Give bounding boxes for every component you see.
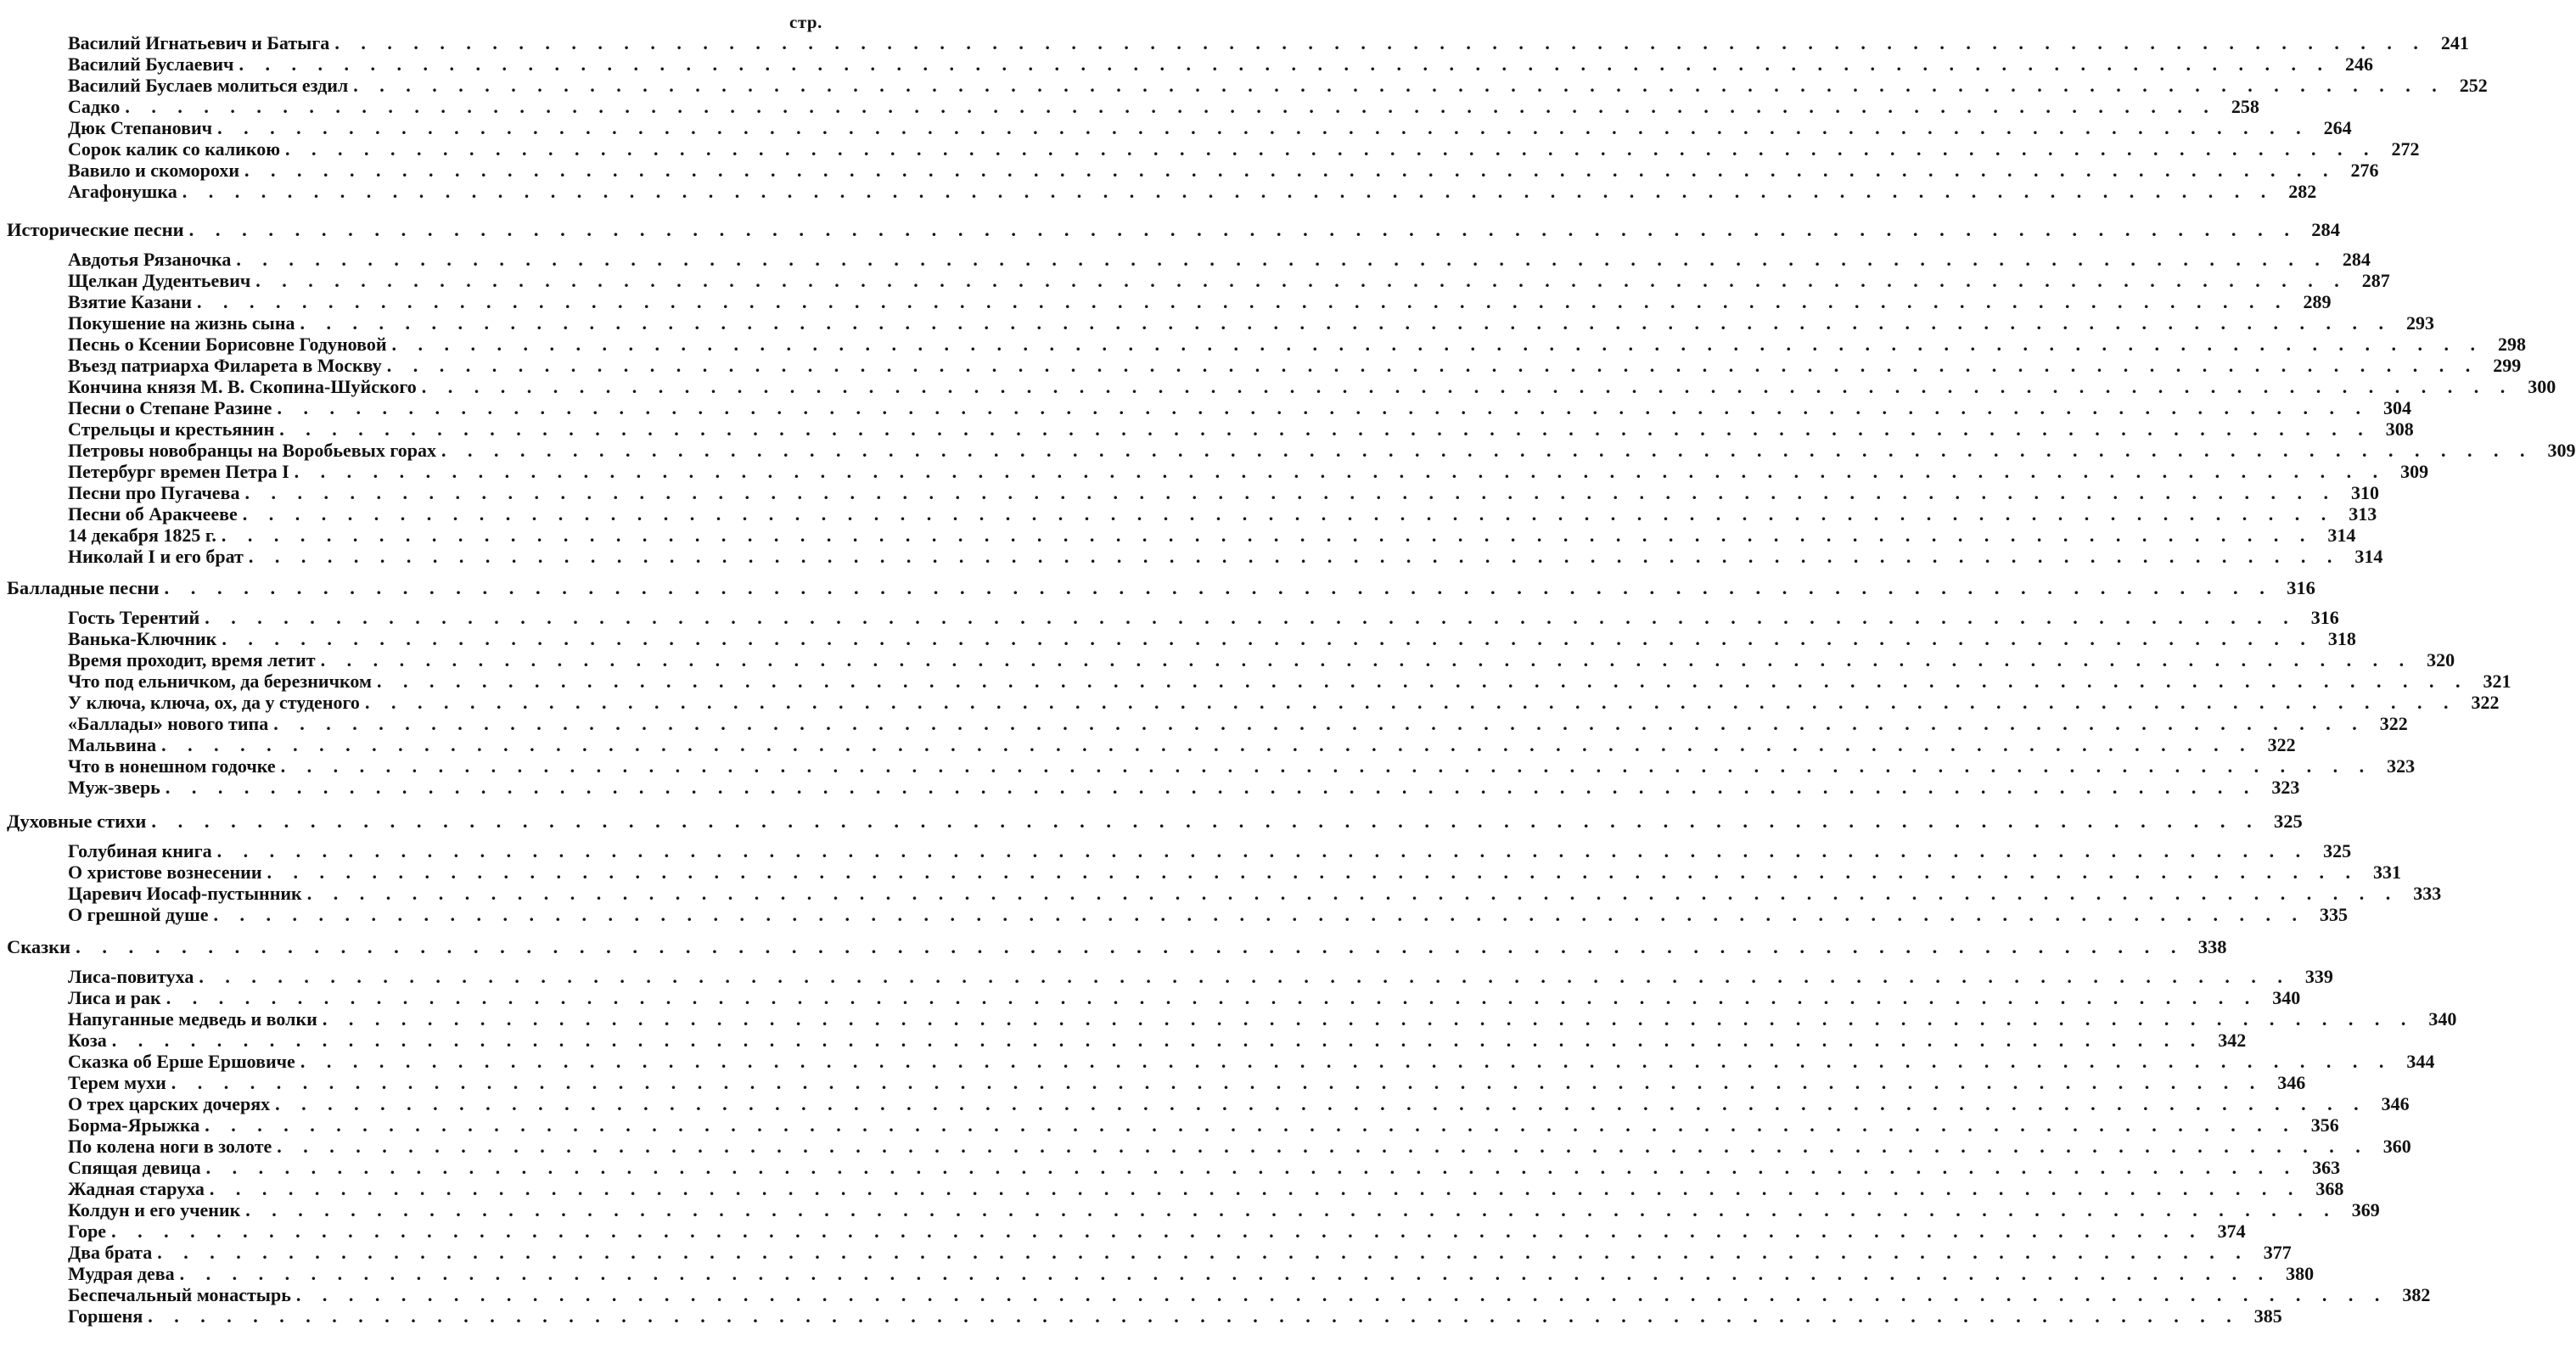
toc-entry-page-number: 298	[2498, 334, 2527, 355]
dot-leader: . . . . . . . . . . . . . . . . . . . . . . . . . . . . . . . . . . . . . . . . . . . . . . . . . . . . . . . . . . . . . . . . . . . . . . . . . . . . . . . .	[353, 75, 2445, 96]
toc-entry	[68, 692, 2500, 713]
toc-entry-title: Исторические песни	[7, 219, 184, 240]
dot-leader: . . . . . . . . . . . . . . . . . . . . . . . . . . . . . . . . . . . . . . . . . . . . . . . . . . . . . . . . . . . . . . . . . . . . . . . . . . . . . . . .	[199, 966, 2291, 987]
toc-entry-page-number: 322	[2267, 734, 2296, 755]
toc-entry-page-number: 313	[2349, 503, 2377, 525]
toc-entry-page-number: 325	[2323, 840, 2352, 861]
toc-entry-title: Царевич Иосаф-пустынник	[68, 883, 302, 904]
toc-entry	[68, 482, 2379, 503]
toc-entry	[68, 671, 2511, 692]
dot-leader: . . . . . . . . . . . . . . . . . . . . . . . . . . . . . . . . . . . . . . . . . . . . . . . . . . . . . . . . . . . . . . . . . . . . . . . . . . . . . . . .	[164, 577, 2273, 598]
toc-entry-title: Кончина князя М. В. Скопина-Шуйского	[68, 376, 417, 397]
toc-entry-page-number: 310	[2350, 482, 2379, 503]
toc-entry-title: Сказки	[7, 936, 71, 957]
toc-entry	[68, 461, 2429, 482]
dot-leader: . . . . . . . . . . . . . . . . . . . . . . . . . . . . . . . . . . . . . . . . . . . . . . . . . . . . . . . . . . . . . . . . . . . . . . . . . . . . . . . .	[242, 503, 2335, 525]
toc-entry-page-number: 314	[2327, 525, 2356, 546]
toc-entry-title: О трех царских дочерях	[68, 1093, 271, 1114]
toc-entry-title: Ванька-Ключник	[68, 628, 217, 649]
dot-leader: . . . . . . . . . . . . . . . . . . . . . . . . . . . . . . . . . . . . . . . . . . . . . . . . . . . . . . . . . . . . . . . . . . . . . . . . . . . . . . . .	[322, 1008, 2415, 1030]
toc-entry-page-number: 309	[2400, 461, 2429, 482]
toc-entry-page-number: 316	[2310, 607, 2339, 628]
toc-entry-title: Мальвина	[68, 734, 157, 755]
toc-entry	[68, 1093, 2410, 1114]
toc-entry	[68, 607, 2339, 628]
toc-entry	[68, 418, 2414, 440]
toc-entry-title: Песнь о Ксении Борисовне Годуновой	[68, 334, 387, 355]
toc-entry-page-number: 293	[2406, 312, 2435, 334]
toc-entry-page-number: 316	[2287, 577, 2315, 598]
toc-section-heading	[7, 219, 2340, 240]
toc-entry-page-number: 340	[2272, 987, 2301, 1008]
dot-leader: . . . . . . . . . . . . . . . . . . . . . . . . . . . . . . . . . . . . . . . . . . . . . . . . . . . . . . . . . . . . . . . . . . . . . . . . . . . . . . . .	[391, 334, 2484, 355]
toc-entry	[68, 376, 2556, 397]
toc-entry	[68, 181, 2317, 202]
toc-entry	[68, 1051, 2435, 1072]
toc-entry-page-number: 369	[2351, 1199, 2380, 1221]
toc-entry-page-number: 374	[2217, 1221, 2246, 1242]
toc-entry	[68, 1263, 2315, 1284]
toc-entry-title: Покушение на жизнь сына	[68, 312, 295, 334]
toc-entry	[68, 987, 2301, 1008]
toc-entry-page-number: 363	[2312, 1157, 2341, 1178]
toc-entry-page-number: 320	[2427, 649, 2455, 671]
toc-entry-page-number: 258	[2231, 96, 2259, 117]
toc-entry-page-number: 318	[2327, 628, 2356, 649]
toc-entry-page-number: 322	[2379, 713, 2408, 734]
toc-entry-page-number: 377	[2263, 1242, 2292, 1263]
dot-leader: . . . . . . . . . . . . . . . . . . . . . . . . . . . . . . . . . . . . . . . . . . . . . . . . . . . . . . . . . . . . . . . . . . . . . . . . . . . . . . . .	[205, 607, 2297, 628]
toc-entry-page-number: 360	[2382, 1136, 2411, 1157]
dot-leader: . . . . . . . . . . . . . . . . . . . . . . . . . . . . . . . . . . . . . . . . . . . . . . . . . . . . . . . . . . . . . . . . . . . . . . . . . . . . . . . .	[76, 936, 2185, 957]
toc-entry-title: Голубиная книга	[68, 840, 212, 861]
toc-entry	[68, 53, 2373, 75]
toc-entry-page-number: 335	[2320, 904, 2348, 925]
dot-leader: . . . . . . . . . . . . . . . . . . . . . . . . . . . . . . . . . . . . . . . . . . . . . . . . . . . . . . . . . . . . . . . . . . . . . . . . . . . . . . . .	[239, 53, 2331, 75]
toc-entry-page-number: 344	[2406, 1051, 2435, 1072]
toc-entry-title: Беспечальный монастырь	[68, 1284, 291, 1305]
toc-entry-page-number: 264	[2323, 117, 2352, 138]
toc-entry-page-number: 276	[2350, 160, 2379, 181]
toc-entry-page-number: 309	[2547, 440, 2576, 461]
toc-entry-title: Садко	[68, 96, 121, 117]
toc-entry-title: Мудрая дева	[68, 1263, 175, 1284]
toc-entry-title: Лиса-повитуха	[68, 966, 194, 987]
dot-leader: . . . . . . . . . . . . . . . . . . . . . . . . . . . . . . . . . . . . . . . . . . . . . . . . . . . . . . . . . . . . . . . . . . . . . . . . . . . . . . . .	[111, 1030, 2204, 1051]
toc-entry	[68, 713, 2408, 734]
toc-entry	[68, 503, 2377, 525]
toc-entry-title: Два брата	[68, 1242, 153, 1263]
dot-leader: . . . . . . . . . . . . . . . . . . . . . . . . . . . . . . . . . . . . . . . . . . . . . . . . . . . . . . . . . . . . . . . . . . . . . . . . . . . . . . . .	[236, 249, 2328, 270]
toc-entry-title: О христове вознесении	[68, 861, 262, 883]
dot-leader: . . . . . . . . . . . . . . . . . . . . . . . . . . . . . . . . . . . . . . . . . . . . . . . . . . . . . . . . . . . . . . . . . . . . . . . . . . . . . . . .	[334, 32, 2427, 53]
toc-entry-page-number: 323	[2271, 777, 2300, 798]
toc-entry-page-number: 342	[2218, 1030, 2247, 1051]
toc-entry	[68, 840, 2352, 861]
toc-entry	[68, 966, 2333, 987]
dot-leader: . . . . . . . . . . . . . . . . . . . . . . . . . . . . . . . . . . . . . . . . . . . . . . . . . . . . . . . . . . . . . . . . . . . . . . . . . . . . . . . .	[171, 1072, 2264, 1093]
toc-entry-title: Жадная старуха	[68, 1178, 205, 1199]
dot-leader: . . . . . . . . . . . . . . . . . . . . . . . . . . . . . . . . . . . . . . . . . . . . . . . . . . . . . . . . . . . . . . . . . . . . . . . . . . . . . . . .	[294, 461, 2387, 482]
toc-entry	[68, 440, 2576, 461]
toc-entry-page-number: 346	[2277, 1072, 2306, 1093]
toc-entry-title: Песни об Аракчееве	[68, 503, 238, 525]
toc-entry-title: Въезд патриарха Филарета в Москву	[68, 355, 382, 376]
toc-entry	[68, 312, 2435, 334]
toc-entry	[68, 649, 2455, 671]
toc-entry-title: Что под ельничком, да березничком	[68, 671, 372, 692]
dot-leader: . . . . . . . . . . . . . . . . . . . . . . . . . . . . . . . . . . . . . . . . . . . . . . . . . . . . . . . . . . . . . . . . . . . . . . . . . . . . . . . .	[205, 1114, 2297, 1136]
toc-entry-page-number: 333	[2413, 883, 2442, 904]
toc-entry-page-number: 252	[2459, 75, 2488, 96]
toc-entry-page-number: 304	[2382, 397, 2411, 418]
toc-entry	[68, 397, 2411, 418]
toc-entry-title: У ключа, ключа, ох, да у студеного	[68, 692, 360, 713]
toc-entry-page-number: 299	[2493, 355, 2522, 376]
toc-entry	[68, 75, 2488, 96]
dot-leader: . . . . . . . . . . . . . . . . . . . . . . . . . . . . . . . . . . . . . . . . . . . . . . . . . . . . . . . . . . . . . . . . . . . . . . . . . . . . . . . .	[245, 1199, 2337, 1221]
toc-entry-title: Лиса и рак	[68, 987, 161, 1008]
toc-entry-title: Муж-зверь	[68, 777, 160, 798]
dot-leader: . . . . . . . . . . . . . . . . . . . . . . . . . . . . . . . . . . . . . . . . . . . . . . . . . . . . . . . . . . . . . . . . . . . . . . . . . . . . . . . .	[277, 1136, 2369, 1157]
dot-leader: . . . . . . . . . . . . . . . . . . . . . . . . . . . . . . . . . . . . . . . . . . . . . . . . . . . . . . . . . . . . . . . . . . . . . . . . . . . . . . . .	[188, 219, 2298, 240]
toc-entry-page-number: 287	[2361, 270, 2390, 291]
toc-entry	[68, 777, 2300, 798]
toc-entry-page-number: 272	[2391, 138, 2420, 160]
dot-leader: . . . . . . . . . . . . . . . . . . . . . . . . . . . . . . . . . . . . . . . . . . . . . . . . . . . . . . . . . . . . . . . . . . . . . . . . . . . . . . . .	[320, 649, 2413, 671]
toc-entry	[68, 1221, 2246, 1242]
toc-entry-page-number: 331	[2373, 861, 2402, 883]
dot-leader: . . . . . . . . . . . . . . . . . . . . . . . . . . . . . . . . . . . . . . . . . . . . . . . . . . . . . . . . . . . . . . . . . . . . . . . . . . . . . . . .	[248, 546, 2341, 567]
toc-entry-page-number: 356	[2310, 1114, 2339, 1136]
dot-leader: . . . . . . . . . . . . . . . . . . . . . . . . . . . . . . . . . . . . . . . . . . . . . . . . . . . . . . . . . . . . . . . . . . . . . . . . . . . . . . . .	[244, 482, 2337, 503]
toc-entry-page-number: 368	[2315, 1178, 2344, 1199]
toc-entry-page-number: 325	[2273, 811, 2303, 832]
toc-entry-title: Спящая девица	[68, 1157, 201, 1178]
toc-entry	[68, 355, 2522, 376]
toc-entry-title: О грешной душе	[68, 904, 209, 925]
toc-entry	[68, 1199, 2380, 1221]
toc-entry	[68, 525, 2356, 546]
toc-entry	[68, 291, 2332, 312]
toc-entry-title: Агафонушка	[68, 181, 177, 202]
toc-entry-title: «Баллады» нового типа	[68, 713, 269, 734]
toc-entry	[68, 96, 2259, 117]
dot-leader: . . . . . . . . . . . . . . . . . . . . . . . . . . . . . . . . . . . . . . . . . . . . . . . . . . . . . . . . . . . . . . . . . . . . . . . . . . . . . . . .	[441, 440, 2534, 461]
toc-entry-title: Песни про Пугачева	[68, 482, 240, 503]
dot-leader: . . . . . . . . . . . . . . . . . . . . . . . . . . . . . . . . . . . . . . . . . . . . . . . . . . . . . . . . . . . . . . . . . . . . . . . . . . . . . . . .	[197, 291, 2289, 312]
toc-section-heading	[7, 811, 2303, 832]
toc-entry-title: Коза	[68, 1030, 107, 1051]
toc-entry	[68, 32, 2469, 53]
toc-entry-page-number: 289	[2303, 291, 2332, 312]
toc-entry-title: Василий Буслаевич	[68, 53, 234, 75]
toc-entry-page-number: 314	[2354, 546, 2383, 567]
toc-entry-page-number: 340	[2428, 1008, 2457, 1030]
toc-entry-page-number: 382	[2402, 1284, 2431, 1305]
dot-leader: . . . . . . . . . . . . . . . . . . . . . . . . . . . . . . . . . . . . . . . . . . . . . . . . . . . . . . . . . . . . . . . . . . . . . . . . . . . . . . . .	[166, 987, 2259, 1008]
dot-leader: . . . . . . . . . . . . . . . . . . . . . . . . . . . . . . . . . . . . . . . . . . . . . . . . . . . . . . . . . . . . . . . . . . . . . . . . . . . . . . . .	[285, 138, 2377, 160]
toc-entry	[68, 755, 2416, 777]
toc-entry-page-number: 282	[2288, 181, 2317, 202]
toc-entry-title: Николай I и его брат	[68, 546, 244, 567]
toc-entry-title: Взятие Казани	[68, 291, 193, 312]
dot-leader: . . . . . . . . . . . . . . . . . . . . . . . . . . . . . . . . . . . . . . . . . . . . . . . . . . . . . . . . . . . . . . . . . . . . . . . . . . . . . . . .	[279, 418, 2371, 440]
dot-leader: . . . . . . . . . . . . . . . . . . . . . . . . . . . . . . . . . . . . . . . . . . . . . . . . . . . . . . . . . . . . . . . . . . . . . . . . . . . . . . . .	[222, 628, 2314, 649]
dot-leader: . . . . . . . . . . . . . . . . . . . . . . . . . . . . . . . . . . . . . . . . . . . . . . . . . . . . . . . . . . . . . . . . . . . . . . . . . . . . . . . .	[205, 1157, 2298, 1178]
toc-entry	[68, 334, 2527, 355]
toc-section-heading	[7, 936, 2227, 957]
toc-entry-title: Время проходит, время летит	[68, 649, 316, 671]
toc-entry-title: Стрельцы и крестьянин	[68, 418, 275, 440]
toc-entry-title: Горшеня	[68, 1305, 143, 1327]
dot-leader: . . . . . . . . . . . . . . . . . . . . . . . . . . . . . . . . . . . . . . . . . . . . . . . . . . . . . . . . . . . . . . . . . . . . . . . . . . . . . . . .	[267, 861, 2360, 883]
dot-leader: . . . . . . . . . . . . . . . . . . . . . . . . . . . . . . . . . . . . . . . . . . . . . . . . . . . . . . . . . . . . . . . . . . . . . . . . . . . . . . . .	[295, 1284, 2388, 1305]
toc-entry	[68, 270, 2390, 291]
dot-leader: . . . . . . . . . . . . . . . . . . . . . . . . . . . . . . . . . . . . . . . . . . . . . . . . . . . . . . . . . . . . . . . . . . . . . . . . . . . . . . . .	[300, 1051, 2393, 1072]
toc-entry	[68, 249, 2371, 270]
dot-leader: . . . . . . . . . . . . . . . . . . . . . . . . . . . . . . . . . . . . . . . . . . . . . . . . . . . . . . . . . . . . . . . . . . . . . . . . . . . . . . . .	[386, 355, 2479, 376]
toc-entry-title: Балладные песни	[7, 577, 160, 598]
toc-entry-title: Авдотья Рязаночка	[68, 249, 232, 270]
dot-leader: . . . . . . . . . . . . . . . . . . . . . . . . . . . . . . . . . . . . . . . . . . . . . . . . . . . . . . . . . . . . . . . . . . . . . . . . . . . . . . . .	[125, 96, 2217, 117]
dot-leader: . . . . . . . . . . . . . . . . . . . . . . . . . . . . . . . . . . . . . . . . . . . . . . . . . . . . . . . . . . . . . . . . . . . . . . . . . . . . . . . .	[306, 883, 2399, 904]
dot-leader: . . . . . . . . . . . . . . . . . . . . . . . . . . . . . . . . . . . . . . . . . . . . . . . . . . . . . . . . . . . . . . . . . . . . . . . . . . . . . . . .	[273, 713, 2366, 734]
toc-entry	[68, 861, 2402, 883]
dot-leader: . . . . . . . . . . . . . . . . . . . . . . . . . . . . . . . . . . . . . . . . . . . . . . . . . . . . . . . . . . . . . . . . . . . . . . . . . . . . . . . .	[161, 734, 2253, 755]
dot-leader: . . . . . . . . . . . . . . . . . . . . . . . . . . . . . . . . . . . . . . . . . . . . . . . . . . . . . . . . . . . . . . . . . . . . . . . . . . . . . . . .	[151, 811, 2260, 832]
toc-entry	[68, 1114, 2339, 1136]
toc-entry-page-number: 308	[2385, 418, 2414, 440]
dot-leader: . . . . . . . . . . . . . . . . . . . . . . . . . . . . . . . . . . . . . . . . . . . . . . . . . . . . . . . . . . . . . . . . . . . . . . . . . . . . . . . .	[213, 904, 2305, 925]
toc-entry-title: Что в нонешном годочке	[68, 755, 276, 777]
toc-entry-title: Вавило и скоморохи	[68, 160, 240, 181]
dot-leader: . . . . . . . . . . . . . . . . . . . . . . . . . . . . . . . . . . . . . . . . . . . . . . . . . . . . . . . . . . . . . . . . . . . . . . . . . . . . . . . .	[216, 840, 2309, 861]
toc-section-heading	[7, 577, 2315, 598]
toc-entry-title: Терем мухи	[68, 1072, 166, 1093]
toc-entry-title: Песни о Степане Разине	[68, 397, 272, 418]
dot-leader: . . . . . . . . . . . . . . . . . . . . . . . . . . . . . . . . . . . . . . . . . . . . . . . . . . . . . . . . . . . . . . . . . . . . . . . . . . . . . . . .	[275, 1093, 2367, 1114]
dot-leader: . . . . . . . . . . . . . . . . . . . . . . . . . . . . . . . . . . . . . . . . . . . . . . . . . . . . . . . . . . . . . . . . . . . . . . . . . . . . . . . .	[165, 777, 2258, 798]
toc-entry	[68, 1157, 2341, 1178]
dot-leader: . . . . . . . . . . . . . . . . . . . . . . . . . . . . . . . . . . . . . . . . . . . . . . . . . . . . . . . . . . . . . . . . . . . . . . . . . . . . . . . .	[280, 755, 2373, 777]
dot-leader: . . . . . . . . . . . . . . . . . . . . . . . . . . . . . . . . . . . . . . . . . . . . . . . . . . . . . . . . . . . . . . . . . . . . . . . . . . . . . . . .	[209, 1178, 2302, 1199]
dot-leader: . . . . . . . . . . . . . . . . . . . . . . . . . . . . . . . . . . . . . . . . . . . . . . . . . . . . . . . . . . . . . . . . . . . . . . . . . . . . . . . .	[179, 1263, 2272, 1284]
toc-entry	[68, 734, 2296, 755]
toc-entry	[68, 904, 2348, 925]
dot-leader: . . . . . . . . . . . . . . . . . . . . . . . . . . . . . . . . . . . . . . . . . . . . . . . . . . . . . . . . . . . . . . . . . . . . . . . . . . . . . . . .	[376, 671, 2469, 692]
dot-leader: . . . . . . . . . . . . . . . . . . . . . . . . . . . . . . . . . . . . . . . . . . . . . . . . . . . . . . . . . . . . . . . . . . . . . . . . . . . . . . . .	[244, 160, 2337, 181]
toc-entry	[68, 1072, 2306, 1093]
toc-entry-title: Петербург времен Петра I	[68, 461, 289, 482]
dot-leader: . . . . . . . . . . . . . . . . . . . . . . . . . . . . . . . . . . . . . . . . . . . . . . . . . . . . . . . . . . . . . . . . . . . . . . . . . . . . . . . .	[277, 397, 2369, 418]
toc-entry	[68, 1136, 2411, 1157]
toc-entry-title: Петровы новобранцы на Воробьевых горах	[68, 440, 437, 461]
toc-entry-title: Напуганные медведь и волки	[68, 1008, 317, 1030]
toc-entry-page-number: 284	[2342, 249, 2371, 270]
dot-leader: . . . . . . . . . . . . . . . . . . . . . . . . . . . . . . . . . . . . . . . . . . . . . . . . . . . . . . . . . . . . . . . . . . . . . . . . . . . . . . . .	[148, 1305, 2240, 1327]
toc-entry-page-number: 346	[2381, 1093, 2410, 1114]
toc-entry	[68, 1305, 2282, 1327]
dot-leader: . . . . . . . . . . . . . . . . . . . . . . . . . . . . . . . . . . . . . . . . . . . . . . . . . . . . . . . . . . . . . . . . . . . . . . . . . . . . . . . .	[300, 312, 2393, 334]
toc-entry	[68, 117, 2352, 138]
toc-entry-page-number: 323	[2387, 755, 2416, 777]
toc-entry-title: Василий Буслаев молиться ездил	[68, 75, 349, 96]
toc-entry-title: Дюк Степанович	[68, 117, 213, 138]
toc-entry	[68, 138, 2420, 160]
toc-entry-page-number: 339	[2304, 966, 2333, 987]
toc-entry	[68, 1008, 2457, 1030]
toc-entry-title: Колдун и его ученик	[68, 1199, 241, 1221]
dot-leader: . . . . . . . . . . . . . . . . . . . . . . . . . . . . . . . . . . . . . . . . . . . . . . . . . . . . . . . . . . . . . . . . . . . . . . . . . . . . . . . .	[421, 376, 2514, 397]
toc-entry-page-number: 322	[2471, 692, 2500, 713]
toc-entry	[68, 1242, 2292, 1263]
page-column-label: стр.	[789, 12, 822, 32]
toc-entry	[68, 1178, 2344, 1199]
toc-entry-title: Борма-Ярыжка	[68, 1114, 200, 1136]
toc-entry	[68, 1284, 2431, 1305]
toc-entry-page-number: 284	[2311, 219, 2340, 240]
toc-entry-title: Гость Терентий	[68, 607, 200, 628]
toc-entry-title: По колена ноги в золоте	[68, 1136, 272, 1157]
toc-entry-page-number: 321	[2483, 671, 2511, 692]
toc-entry-page-number: 300	[2528, 376, 2556, 397]
toc-entry-page-number: 385	[2253, 1305, 2282, 1327]
toc-entry-page-number: 380	[2286, 1263, 2315, 1284]
toc-entry-title: Щелкан Дудентьевич	[68, 270, 251, 291]
toc-entry-page-number: 338	[2197, 936, 2227, 957]
toc-entry-title: Горе	[68, 1221, 107, 1242]
toc-entry-title: Сорок калик со каликою	[68, 138, 281, 160]
toc-entry-page-number: 246	[2344, 53, 2373, 75]
toc-entry-title: Василий Игнатьевич и Батыга	[68, 32, 330, 53]
dot-leader: . . . . . . . . . . . . . . . . . . . . . . . . . . . . . . . . . . . . . . . . . . . . . . . . . . . . . . . . . . . . . . . . . . . . . . . . . . . . . . . .	[255, 270, 2348, 291]
toc-entry-title: Сказка об Ерше Ершовиче	[68, 1051, 295, 1072]
toc-entry	[68, 1030, 2247, 1051]
toc-entry-title: Духовные стихи	[7, 811, 147, 832]
toc-entry	[68, 883, 2442, 904]
toc-entry-title: 14 декабря 1825 г.	[68, 525, 216, 546]
toc-entry	[68, 628, 2356, 649]
dot-leader: . . . . . . . . . . . . . . . . . . . . . . . . . . . . . . . . . . . . . . . . . . . . . . . . . . . . . . . . . . . . . . . . . . . . . . . . . . . . . . . .	[157, 1242, 2249, 1263]
dot-leader: . . . . . . . . . . . . . . . . . . . . . . . . . . . . . . . . . . . . . . . . . . . . . . . . . . . . . . . . . . . . . . . . . . . . . . . . . . . . . . . .	[111, 1221, 2203, 1242]
toc-entry	[68, 160, 2379, 181]
dot-leader: . . . . . . . . . . . . . . . . . . . . . . . . . . . . . . . . . . . . . . . . . . . . . . . . . . . . . . . . . . . . . . . . . . . . . . . . . . . . . . . .	[217, 117, 2309, 138]
toc-entry	[68, 546, 2383, 567]
dot-leader: . . . . . . . . . . . . . . . . . . . . . . . . . . . . . . . . . . . . . . . . . . . . . . . . . . . . . . . . . . . . . . . . . . . . . . . . . . . . . . . .	[182, 181, 2275, 202]
dot-leader: . . . . . . . . . . . . . . . . . . . . . . . . . . . . . . . . . . . . . . . . . . . . . . . . . . . . . . . . . . . . . . . . . . . . . . . . . . . . . . . .	[221, 525, 2314, 546]
dot-leader: . . . . . . . . . . . . . . . . . . . . . . . . . . . . . . . . . . . . . . . . . . . . . . . . . . . . . . . . . . . . . . . . . . . . . . . . . . . . . . . .	[364, 692, 2457, 713]
toc-entry-page-number: 241	[2440, 32, 2469, 53]
